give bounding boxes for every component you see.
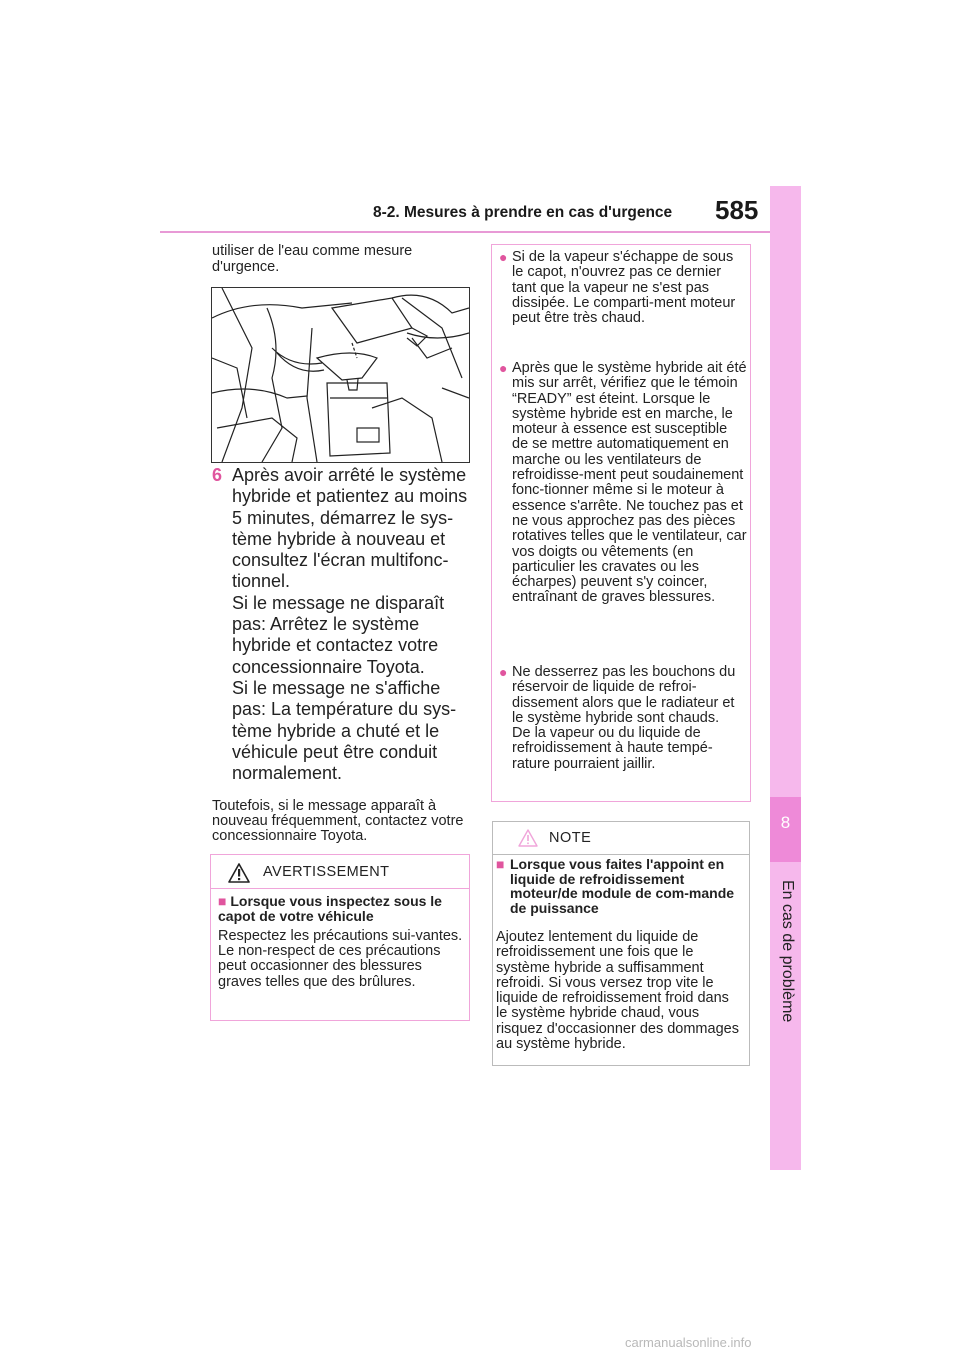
caution-triangle-icon	[518, 829, 538, 847]
note-body: Ajoutez lentement du liquide de refroidissement une fois que le système hybride a suffisamment refroidi. Si vous versez trop vite le liquide de refroidissement froid dans le système hybride chaud, vous risquez d'occasionner des dommages au système hybride.	[496, 929, 739, 1053]
chapter-title-vertical	[769, 880, 802, 1110]
bullet-dot-icon: ●	[499, 360, 508, 376]
note-subheading-text: Lorsque vous faites l'appoint en liquide de refroidissement moteur/de module de com-mande de puissance	[510, 856, 735, 916]
step-paragraph: Si le message ne disparaît pas: Arrêtez le système hybride et contactez votre concessionnaire Toyota.	[232, 592, 445, 677]
footer-watermark: carmanualsonline.info	[625, 1335, 752, 1350]
step-paragraph: Si le message ne s'affiche pas: La température du sys-tème hybride a chuté et le véhicule peut être conduit normalement.	[232, 677, 457, 784]
warning-subheading-text: Lorsque vous inspectez sous le capot de votre véhicule	[218, 893, 442, 924]
bullet-item	[499, 361, 747, 606]
bullet-dot-icon: ●	[499, 249, 508, 265]
bullet-text: Ne desserrez pas les bouchons du réservoir de liquide de refroi-dissement alors que le radiateur et le système hybride sont chauds.	[512, 664, 736, 726]
note-box	[492, 821, 750, 1066]
warning-heading: AVERTISSEMENT	[263, 864, 390, 880]
square-bullet-icon: ■	[496, 856, 505, 872]
note-heading: NOTE	[549, 830, 592, 846]
note-rule	[493, 854, 749, 855]
page-number: 585	[715, 195, 759, 225]
warning-header	[211, 855, 469, 888]
after-step-text: Toutefois, si le message apparaît à nouveau fréquemment, contactez votre concessionnaire Toyota.	[212, 798, 464, 844]
bullet-text-continued: De la vapeur ou du liquide de refroidissement à haute tempé-rature pourraient jaillir.	[512, 725, 713, 772]
step-paragraph: Après avoir arrêté le système hybride et patientez au moins 5 minutes, démarrez le sys-tème hybride à nouveau et consultez l'écran multifonc-tionnel.	[232, 465, 468, 592]
warning-triangle-icon	[228, 863, 250, 883]
chapter-title: En cas de problème	[778, 880, 796, 1023]
warning-continued-box	[491, 244, 751, 802]
intro-text: utiliser de l'eau comme mesure d'urgence.	[212, 243, 413, 275]
warning-subheading	[218, 894, 463, 923]
bullet-text: Si de la vapeur s'échappe de sous le capot, n'ouvrez pas ce dernier tant que la vapeur ne s'est pas dissipée. Le comparti-ment moteur peut être très chaud.	[512, 249, 736, 327]
bullet-dot-icon: ●	[499, 664, 508, 680]
note-header	[493, 822, 749, 854]
warning-rule	[211, 888, 469, 889]
coolant-fill-illustration	[211, 287, 470, 463]
header-rule	[160, 231, 770, 233]
square-bullet-icon: ■	[218, 893, 227, 909]
warning-body: Respectez les précautions sui-vantes. Le non-respect de ces précautions peut occasionner des blessures graves telles que des brûlures.	[218, 928, 463, 990]
warning-box	[210, 854, 470, 1021]
engine-bay-drawing	[212, 288, 469, 462]
bullet-item	[499, 665, 747, 772]
bullet-item	[499, 250, 747, 326]
note-subheading	[496, 857, 741, 915]
section-title: 8-2. Mesures à prendre en cas d'urgence	[373, 204, 673, 221]
step-number: 6	[212, 465, 223, 485]
bullet-text: Après que le système hybride ait été mis sur arrêt, vérifiez que le témoin “READY” est éteint. Lorsque le système hybride est en marche, le moteur à essence est susceptible de se mettre automatiquement en marche ou les ventilateurs de refroidisse-ment peut soudainement fonc-tionner même si le moteur à essence s'arrête. Ne touchez pas et ne vous approchez pas des pièces rotatives telles que le ventilateur, car vos doigts ou vêtements (en particulier les cravates ou les écharpes) peuvent s'y coincer, entraînant de graves blessures.	[512, 360, 747, 606]
chapter-number: 8	[780, 813, 791, 832]
step-6	[212, 465, 477, 784]
